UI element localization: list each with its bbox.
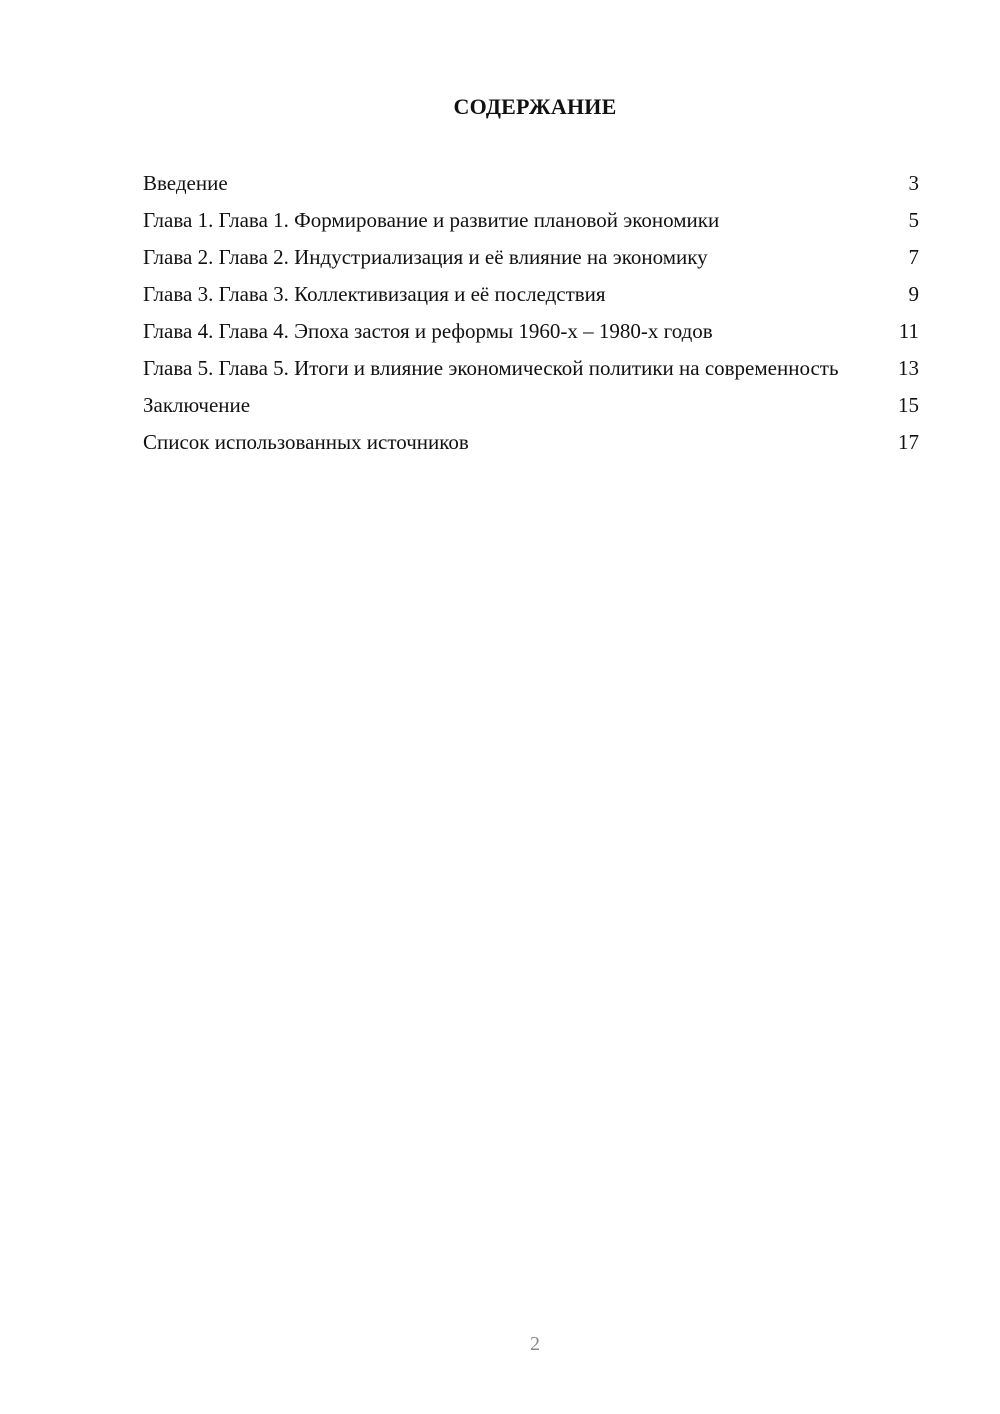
toc-entry-text: Заключение <box>143 393 251 417</box>
toc-entry-chapter-2 <box>143 244 919 271</box>
toc-entry-text: Глава 1. Глава 1. Формирование и развитие плановой экономики <box>143 208 720 232</box>
page-number: 2 <box>530 1333 540 1355</box>
toc-entry-conclusion <box>143 392 919 419</box>
toc-entry-text: Глава 3. Глава 3. Коллективизация и её последствия <box>143 282 606 306</box>
toc-entry-introduction <box>143 170 919 197</box>
toc-entry-page: 15 <box>898 393 919 417</box>
toc-entry-page: 3 <box>908 171 919 195</box>
toc-entry-text: Глава 2. Глава 2. Индустриализация и её влияние на экономику <box>143 245 708 269</box>
toc-entry-page: 5 <box>908 208 919 232</box>
toc-entry-chapter-4 <box>143 318 919 345</box>
toc-entry-page: 7 <box>908 245 919 269</box>
toc-entry-text: Глава 5. Глава 5. Итоги и влияние экономической политики на современность <box>143 356 839 380</box>
toc-entry-text: Глава 4. Глава 4. Эпоха застоя и реформы 1960-х – 1980-х годов <box>143 319 713 343</box>
toc-entry-page: 13 <box>898 356 919 380</box>
toc-entry-chapter-3 <box>143 281 919 308</box>
toc-entry-references <box>143 429 919 456</box>
toc-entry-text: Введение <box>143 171 228 195</box>
toc-entry-chapter-5 <box>143 355 919 382</box>
table-of-contents <box>143 170 919 466</box>
toc-entry-page: 11 <box>898 319 919 343</box>
page-title: СОДЕРЖАНИЕ <box>453 94 617 119</box>
toc-entry-text: Список использованных источников <box>143 430 469 454</box>
toc-entry-chapter-1 <box>143 207 919 234</box>
toc-entry-page: 17 <box>898 430 919 454</box>
toc-entry-page: 9 <box>908 282 919 306</box>
